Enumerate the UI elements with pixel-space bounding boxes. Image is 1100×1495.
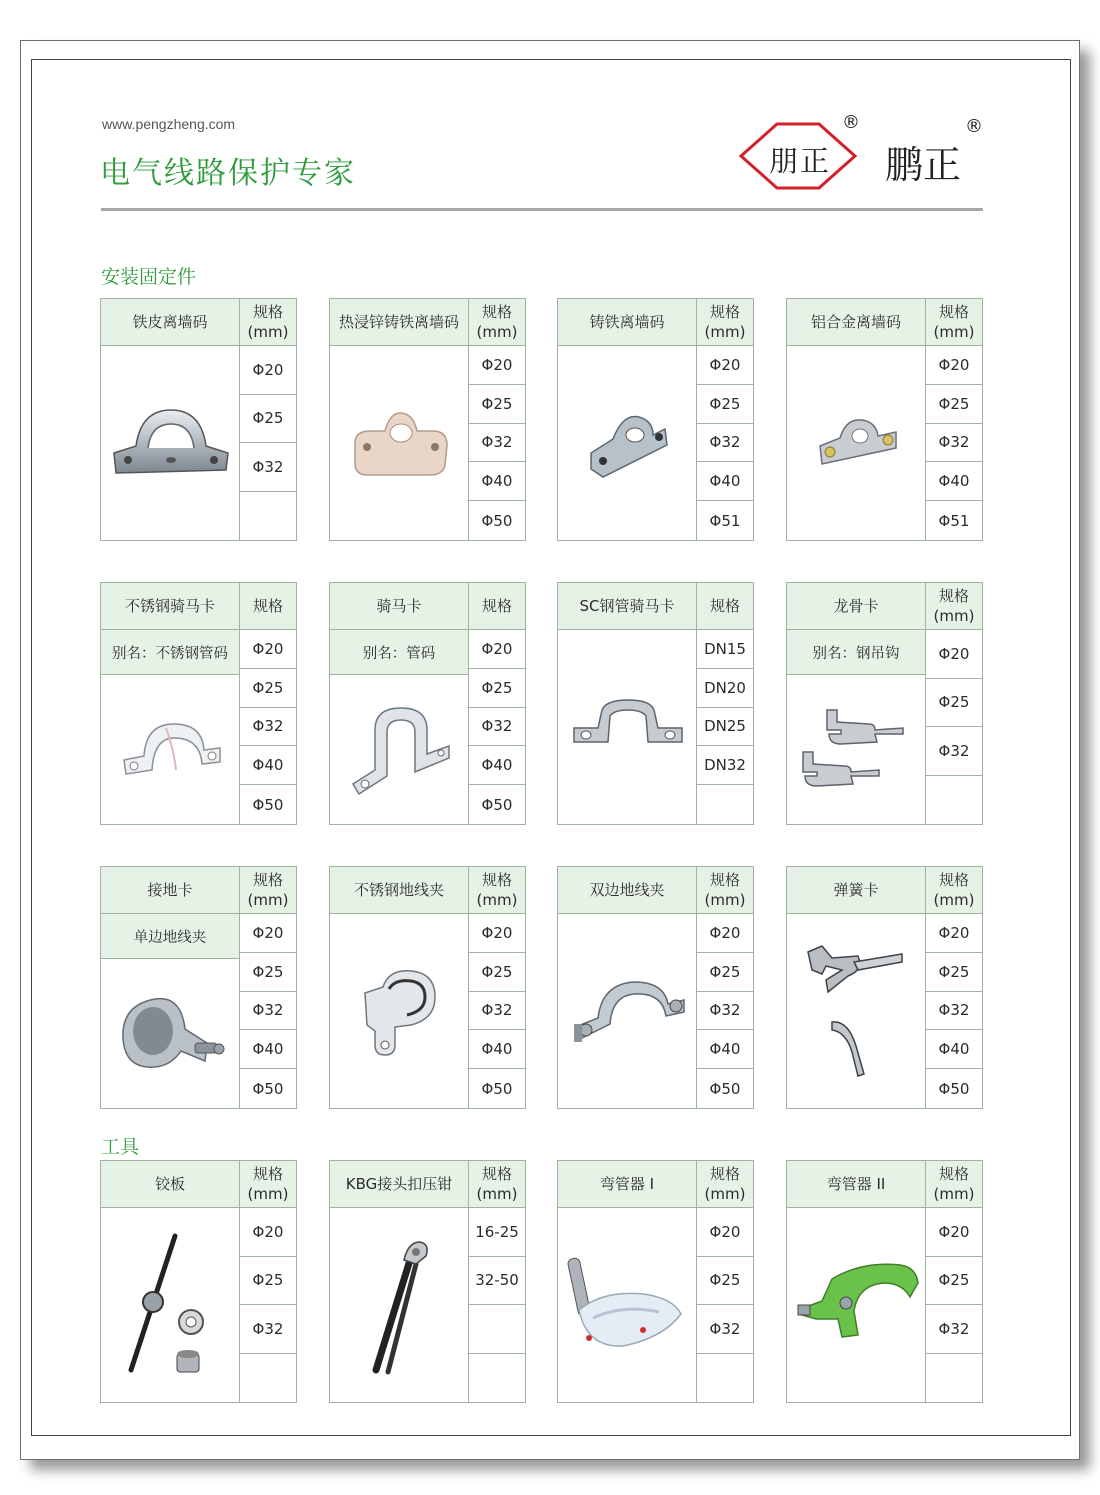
stainless-saddle-icon	[101, 675, 240, 824]
spec-value: Φ40	[926, 1030, 982, 1069]
product-name-column	[558, 1161, 697, 1402]
spring-clip-icon	[787, 914, 926, 1108]
spec-value: Φ25	[240, 1257, 296, 1306]
spec-value: DN20	[697, 669, 753, 708]
spec-column	[469, 583, 525, 824]
product-name-column	[558, 583, 697, 824]
brand-name: 鹏正	[885, 143, 962, 187]
spec-value: 32-50	[469, 1257, 525, 1306]
crimping-plier-icon	[330, 1208, 469, 1402]
spec-value: Φ20	[926, 630, 982, 679]
product-name-column	[787, 867, 926, 1108]
product-card	[786, 866, 983, 1109]
spec-value: Φ25	[926, 679, 982, 728]
product-name: 弯管器 II	[787, 1161, 925, 1208]
spec-value: Φ40	[469, 462, 525, 501]
spec-value: Φ20	[469, 346, 525, 385]
product-name: 不锈钢骑马卡	[101, 583, 239, 630]
spec-value: Φ25	[926, 953, 982, 992]
spec-value: Φ51	[709, 511, 741, 530]
registered-mark: ®	[842, 112, 860, 133]
spec-value	[469, 1354, 525, 1403]
product-name: 弯管器 I	[558, 1161, 696, 1208]
product-name-column	[330, 299, 469, 540]
spec-value: Φ40	[469, 746, 525, 785]
spec-value: Φ20	[240, 914, 296, 953]
spec-column	[240, 867, 296, 1108]
spec-value	[926, 1354, 982, 1403]
spec-column	[926, 299, 982, 540]
spec-header: 规格	[469, 583, 525, 630]
product-card	[329, 866, 526, 1109]
product-name: 铸铁离墙码	[558, 299, 696, 346]
product-name: 铰板	[101, 1161, 239, 1208]
spec-value: Φ50	[481, 795, 513, 814]
spec-column	[469, 299, 525, 540]
product-card	[100, 1160, 297, 1403]
spec-value: Φ25	[926, 385, 982, 424]
spec-header: 规格	[240, 583, 296, 630]
spec-header: 规格 (mm)	[926, 583, 982, 630]
spec-value: Φ25	[469, 669, 525, 708]
spec-value: Φ20	[469, 914, 525, 953]
spec-value	[469, 1305, 525, 1354]
spec-value: Φ40	[240, 1030, 296, 1069]
spec-value	[697, 785, 753, 824]
spec-value: Φ50	[709, 1079, 741, 1098]
spec-value: Φ32	[240, 443, 296, 492]
spec-column	[697, 299, 753, 540]
spec-value: Φ32	[469, 424, 525, 463]
spec-value: Φ32	[697, 992, 753, 1031]
product-card	[100, 582, 297, 825]
spec-header: 规格 (mm)	[240, 867, 296, 914]
product-alias: 单边地线夹	[101, 914, 239, 959]
product-card	[557, 1160, 754, 1403]
spec-value: Φ20	[697, 914, 753, 953]
spec-value: Φ20	[697, 346, 753, 385]
saddle-clamp-icon	[101, 346, 240, 540]
die-stock-icon	[101, 1208, 240, 1402]
spec-column	[697, 867, 753, 1108]
product-name-column	[558, 867, 697, 1108]
product-card	[786, 582, 983, 825]
spec-value: Φ20	[240, 346, 296, 395]
double-ground-clamp-icon	[558, 914, 697, 1108]
product-card	[100, 298, 297, 541]
product-alias: 别名：管码	[330, 630, 468, 675]
spec-column	[469, 867, 525, 1108]
spec-value: Φ32	[469, 708, 525, 747]
spec-value: Φ32	[240, 1305, 296, 1354]
spec-value: Φ20	[926, 914, 982, 953]
spec-value	[240, 492, 296, 541]
spec-value: Φ32	[926, 1305, 982, 1354]
cast-iron-spacer-icon	[558, 346, 697, 540]
spec-header: 规格 (mm)	[697, 299, 753, 346]
spec-value: Φ50	[252, 1079, 284, 1098]
spec-value: Φ32	[240, 992, 296, 1031]
product-alias: 别名：不锈钢管码	[101, 630, 239, 675]
product-name-column	[330, 867, 469, 1108]
spec-value: Φ40	[469, 1030, 525, 1069]
spec-value: Φ25	[469, 953, 525, 992]
spec-value: Φ50	[481, 1079, 513, 1098]
spec-header: 规格	[697, 583, 753, 630]
product-name: 热浸锌铸铁离墙码	[330, 299, 468, 346]
spec-value	[697, 1354, 753, 1403]
cast-spacer-icon	[330, 346, 469, 540]
spec-value: Φ25	[469, 385, 525, 424]
spec-value: Φ32	[240, 708, 296, 747]
spec-value: Φ40	[926, 462, 982, 501]
product-name: 接地卡	[101, 867, 239, 914]
spec-value: Φ40	[697, 1030, 753, 1069]
spec-value: Φ25	[240, 395, 296, 444]
spec-value: DN32	[697, 746, 753, 785]
product-name: SC钢管骑马卡	[558, 583, 696, 630]
pipe-bender-icon	[558, 1208, 697, 1402]
aluminum-spacer-icon	[787, 346, 926, 540]
section-title-install: 安装固定件	[101, 266, 197, 288]
section-title-tools: 工具	[101, 1136, 140, 1158]
spec-header: 规格 (mm)	[469, 1161, 525, 1208]
product-card	[557, 298, 754, 541]
spec-value: Φ25	[240, 953, 296, 992]
spec-value: DN25	[697, 708, 753, 747]
product-name-column	[330, 583, 469, 824]
spec-column	[926, 867, 982, 1108]
product-card	[557, 866, 754, 1109]
spec-value: Φ20	[469, 630, 525, 669]
product-name-column	[330, 1161, 469, 1402]
spec-value: Φ40	[240, 746, 296, 785]
spec-value: Φ50	[938, 1079, 970, 1098]
product-card	[786, 1160, 983, 1403]
spec-value: DN15	[697, 630, 753, 669]
spec-value: Φ25	[240, 669, 296, 708]
product-name-column	[787, 1161, 926, 1402]
spec-value: Φ20	[926, 1208, 982, 1257]
sc-saddle-icon	[558, 630, 697, 824]
spec-value: Φ32	[926, 727, 982, 776]
product-name-column	[787, 299, 926, 540]
product-name-column	[101, 299, 240, 540]
spec-column	[240, 299, 296, 540]
spec-header: 规格 (mm)	[240, 1161, 296, 1208]
product-name: 骑马卡	[330, 583, 468, 630]
spec-value: Φ50	[252, 795, 284, 814]
product-name: 龙骨卡	[787, 583, 925, 630]
tagline: 电气线路保护专家	[100, 156, 356, 191]
header-divider	[101, 208, 983, 211]
spec-value: Φ25	[697, 1257, 753, 1306]
product-name: 铁皮离墙码	[101, 299, 239, 346]
green-pipe-bender-icon	[787, 1208, 926, 1402]
spec-value: Φ20	[926, 346, 982, 385]
product-card	[329, 298, 526, 541]
product-name: 双边地线夹	[558, 867, 696, 914]
saddle-icon	[330, 675, 469, 824]
spec-header: 规格 (mm)	[926, 1161, 982, 1208]
logo-text: 朋正	[769, 144, 832, 178]
spec-value: Φ40	[697, 462, 753, 501]
spec-value: 16-25	[469, 1208, 525, 1257]
spec-header: 规格 (mm)	[240, 299, 296, 346]
spec-value: Φ25	[926, 1257, 982, 1306]
spec-value: Φ20	[240, 1208, 296, 1257]
spec-header: 规格 (mm)	[926, 299, 982, 346]
product-name-column	[787, 583, 926, 824]
spec-value: Φ32	[926, 424, 982, 463]
spec-header: 规格 (mm)	[469, 867, 525, 914]
stainless-ground-clamp-icon	[330, 914, 469, 1108]
spec-column	[926, 1161, 982, 1402]
product-name: 铝合金离墙码	[787, 299, 925, 346]
product-alias: 别名：钢吊钩	[787, 630, 925, 675]
product-card	[329, 1160, 526, 1403]
product-name-column	[101, 867, 240, 1108]
product-card	[557, 582, 754, 825]
product-name-column	[101, 583, 240, 824]
product-name-column	[558, 299, 697, 540]
keel-clip-icon	[787, 675, 926, 824]
ground-clamp-icon	[101, 959, 240, 1108]
product-name: 弹簧卡	[787, 867, 925, 914]
product-card	[786, 298, 983, 541]
registered-mark: ®	[965, 116, 983, 137]
spec-column	[240, 1161, 296, 1402]
website-url[interactable]: www.pengzheng.com	[102, 116, 236, 132]
product-name: KBG接头扣压钳	[330, 1161, 468, 1208]
spec-header: 规格 (mm)	[926, 867, 982, 914]
spec-value	[240, 1354, 296, 1403]
product-name-column	[101, 1161, 240, 1402]
spec-header: 规格 (mm)	[469, 299, 525, 346]
spec-header: 规格 (mm)	[697, 867, 753, 914]
spec-value: Φ20	[697, 1208, 753, 1257]
spec-column	[469, 1161, 525, 1402]
spec-value: Φ51	[938, 511, 970, 530]
spec-column	[697, 1161, 753, 1402]
product-card	[100, 866, 297, 1109]
spec-value: Φ32	[926, 992, 982, 1031]
spec-column	[926, 583, 982, 824]
spec-value: Φ32	[697, 1305, 753, 1354]
spec-value: Φ25	[697, 953, 753, 992]
spec-column	[240, 583, 296, 824]
spec-column	[697, 583, 753, 824]
spec-value: Φ32	[469, 992, 525, 1031]
spec-value: Φ32	[697, 424, 753, 463]
product-name: 不锈钢地线夹	[330, 867, 468, 914]
spec-value: Φ50	[481, 511, 513, 530]
spec-value	[926, 776, 982, 825]
spec-header: 规格 (mm)	[697, 1161, 753, 1208]
spec-value: Φ25	[697, 385, 753, 424]
product-card	[329, 582, 526, 825]
spec-value: Φ20	[240, 630, 296, 669]
